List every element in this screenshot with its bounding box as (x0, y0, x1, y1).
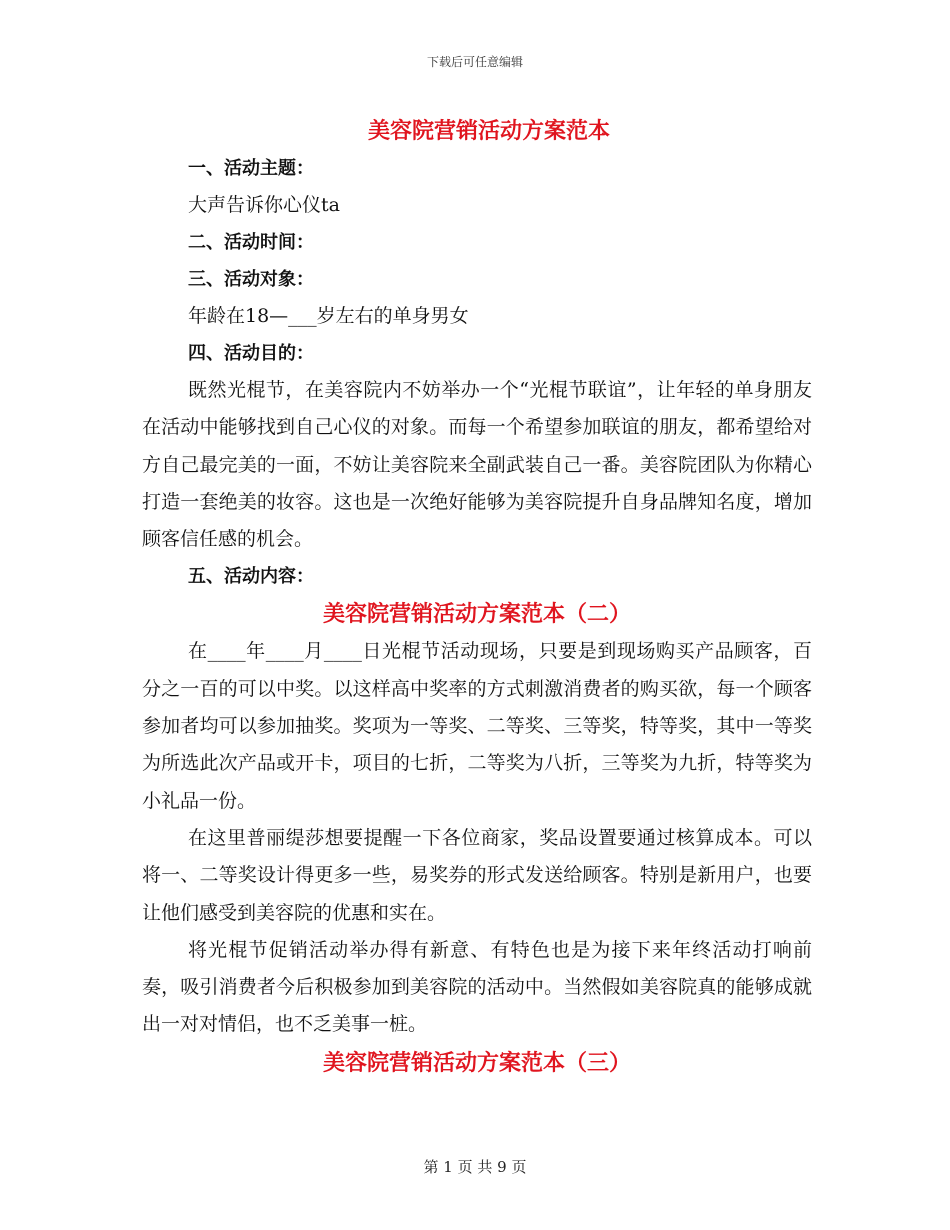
heading-audience: 三、活动对象： (188, 269, 314, 290)
purpose-paragraph: 既然光棍节，在美容院内不妨举办一个“光棍节联谊”，让年轻的单身朋友在活动中能够找到自己心仪的对象。而每一个希望参加联谊的朋友，都希望给对方自己最完美的一面，不妨让美容院来全副武装自己一番。美容院团队为你精心打造一套绝美的妆容。这也是一次绝好能够为美容院提升自身品牌知名度，增加顾客信任感的机会。 (142, 379, 812, 551)
part2-paragraph-3: 将光棍节促销活动举办得有新意、有特色也是为接下来年终活动打响前奏，吸引消费者今后积极参加到美容院的活动中。当然假如美容院真的能够成就出一对对情侣，也不乏美事一桩。 (142, 938, 812, 1036)
page-header: 下载后可任意编辑 (426, 55, 523, 69)
heading-purpose: 四、活动目的： (188, 343, 314, 364)
heading-content: 五、活动内容： (188, 566, 314, 588)
heading-theme: 一、活动主题： (188, 158, 314, 179)
section-title-part-2: 美容院营销活动方案范本（二） (322, 601, 631, 628)
theme-text: 大声告诉你心仪ta (188, 194, 340, 216)
audience-text: 年龄在18—___岁左右的单身男女 (188, 305, 469, 327)
document-title: 美容院营销活动方案范本 (367, 118, 610, 144)
page-number: 第 1 页 共 9 页 (423, 1158, 527, 1176)
heading-time: 二、活动时间： (188, 232, 314, 253)
section-title-part-3: 美容院营销活动方案范本（三） (322, 1049, 631, 1076)
part2-paragraph-2: 在这里普丽缇莎想要提醒一下各位商家，奖品设置要通过核算成本。可以将一、二等奖设计得更多一些，易奖券的形式发送给顾客。特别是新用户，也要让他们感受到美容院的优惠和实在。 (142, 826, 812, 924)
document-body (142, 112, 812, 1082)
part2-paragraph-1: 在____年____月____日光棍节活动现场，只要是到现场购买产品顾客，百分之一百的可以中奖。以这样高中奖率的方式刺激消费者的购买欲，每一个顾客参加者均可以参加抽奖。奖项为一等奖、二等奖、三等奖，特等奖，其中一等奖为所选此次产品或开卡，项目的七折，二等奖为八折，三等奖为九折，特等奖为小礼品一份。 (142, 640, 812, 812)
